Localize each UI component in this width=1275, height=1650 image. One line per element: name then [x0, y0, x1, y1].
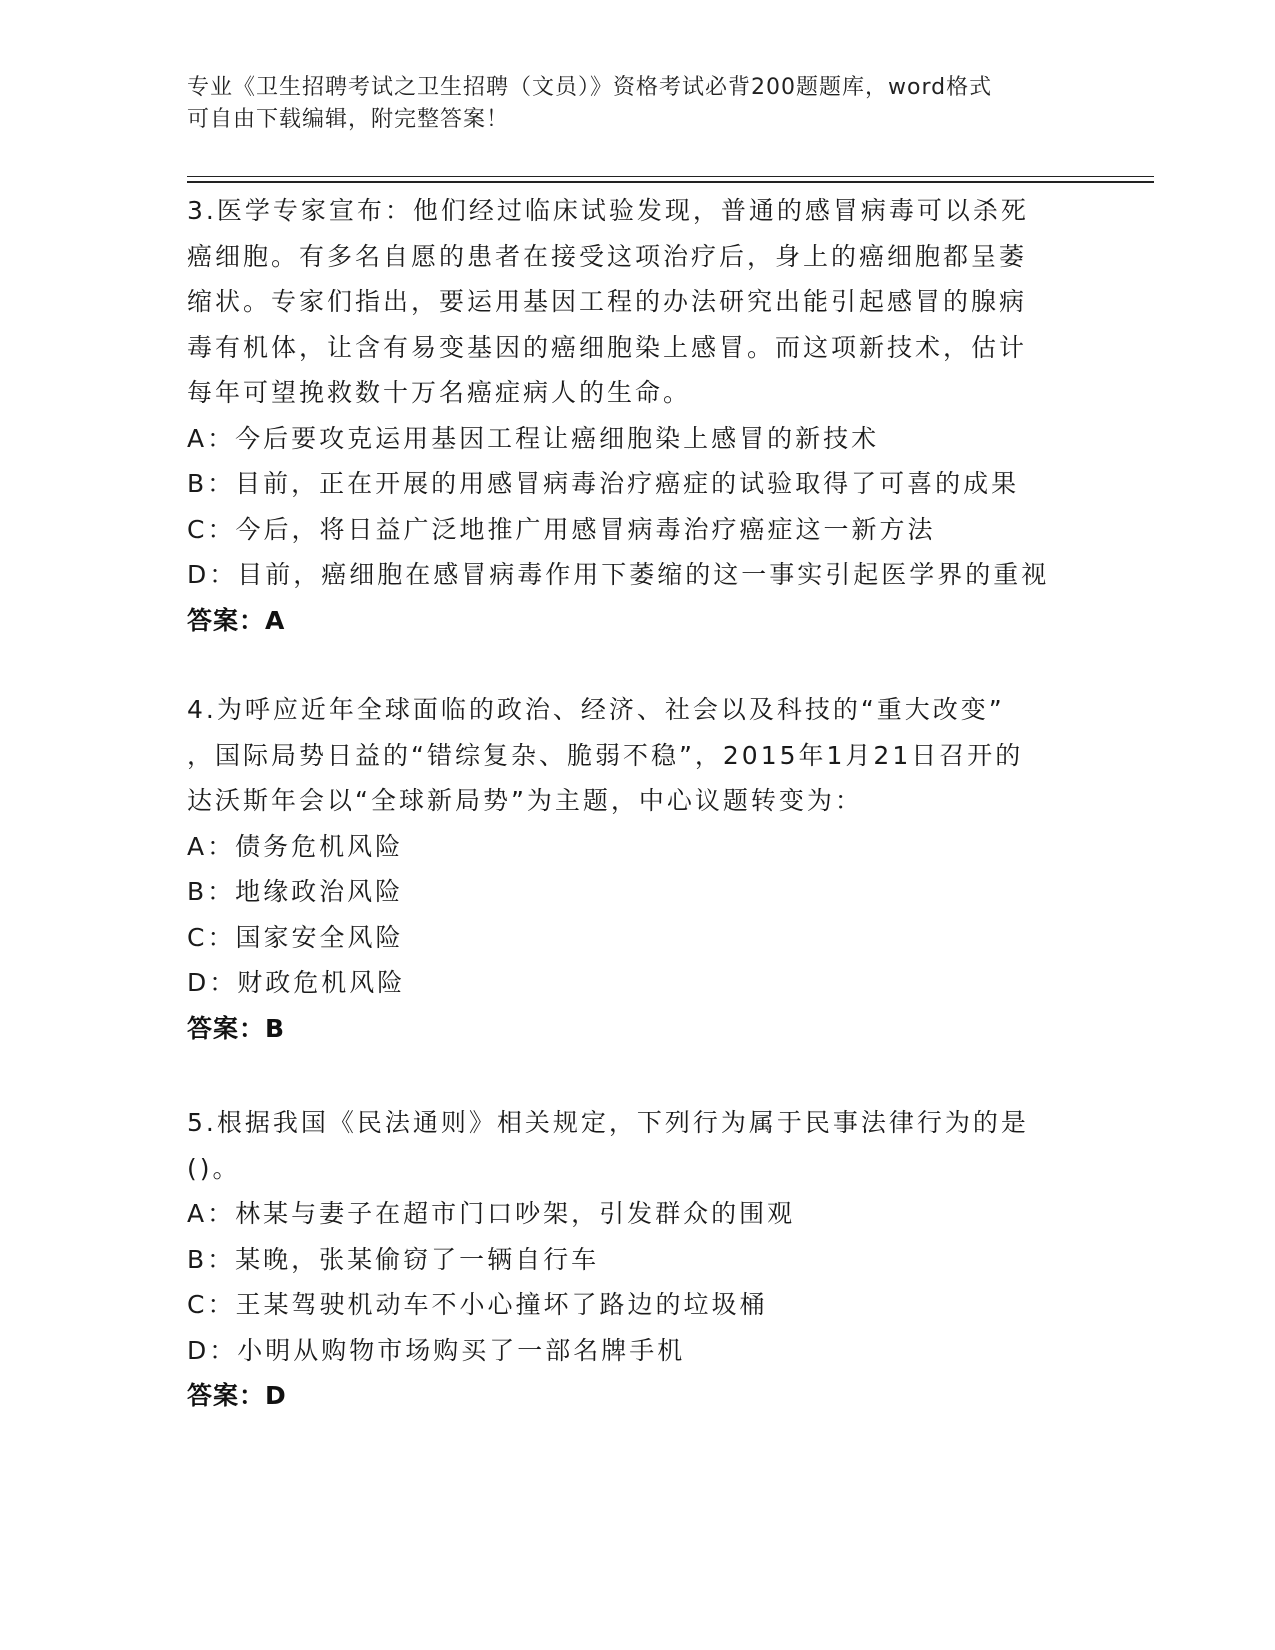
option-b: B：目前，正在开展的用感冒病毒治疗癌症的试验取得了可喜的成果 [187, 469, 1020, 498]
option-b: B：地缘政治风险 [187, 877, 404, 906]
option-d: D：财政危机风险 [187, 968, 406, 997]
option-d: D：目前，癌细胞在感冒病毒作用下萎缩的这一事实引起医学界的重视 [187, 560, 1050, 589]
answer-label: 答案：B [187, 1013, 286, 1043]
question-stem-line: 4.为呼应近年全球面临的政治、经济、社会以及科技的“重大改变” [187, 695, 1005, 724]
header-title-line-2: 可自由下载编辑，附完整答案！ [187, 107, 510, 132]
option-c: C：国家安全风险 [187, 922, 404, 952]
option-a: A：林某与妻子在超市门口吵架，引发群众的围观 [187, 1199, 796, 1228]
question-3 [187, 188, 1087, 643]
option-b: B：某晚，张某偷窃了一辆自行车 [187, 1244, 600, 1274]
option-a: A：今后要攻克运用基因工程让癌细胞染上感冒的新技术 [187, 423, 880, 453]
header-title-line-1: 专业《卫生招聘考试之卫生招聘（文员）》资格考试必背200题题库，word格式 [187, 75, 993, 100]
question-stem-line: ()。 [187, 1153, 241, 1183]
question-stem-line: 5.根据我国《民法通则》相关规定，下列行为属于民事法律行为的是 [187, 1108, 1029, 1137]
question-stem-line: 3.医学专家宣布：他们经过临床试验发现，普通的感冒病毒可以杀死 [187, 196, 1029, 225]
header-divider-thin [187, 176, 1154, 177]
answer-label: 答案：D [187, 1381, 287, 1410]
question-stem-line: ，国际局势日益的“错综复杂、脆弱不稳”，2015年1月21日召开的 [187, 740, 1024, 770]
question-4 [187, 687, 1087, 1051]
document-header [187, 72, 1087, 136]
header-divider-thick [187, 181, 1154, 183]
question-stem-line: 达沃斯年会以“全球新局势”为主题，中心议题转变为： [187, 786, 863, 815]
question-5 [187, 1100, 1087, 1419]
option-c: C：今后，将日益广泛地推广用感冒病毒治疗癌症这一新方法 [187, 514, 936, 544]
question-stem-line: 每年可望挽救数十万名癌症病人的生命。 [187, 378, 692, 407]
option-c: C：王某驾驶机动车不小心撞坏了路边的垃圾桶 [187, 1290, 768, 1319]
question-stem-line: 毒有机体，让含有易变基因的癌细胞染上感冒。而这项新技术，估计 [187, 332, 1028, 362]
question-stem-line: 癌细胞。有多名自愿的患者在接受这项治疗后，身上的癌细胞都呈萎 [187, 241, 1028, 271]
option-a: A：债务危机风险 [187, 831, 404, 861]
question-stem-line: 缩状。专家们指出，要运用基因工程的办法研究出能引起感冒的腺病 [187, 287, 1028, 316]
option-d: D：小明从购物市场购买了一部名牌手机 [187, 1335, 686, 1365]
answer-label: 答案：A [187, 605, 286, 635]
